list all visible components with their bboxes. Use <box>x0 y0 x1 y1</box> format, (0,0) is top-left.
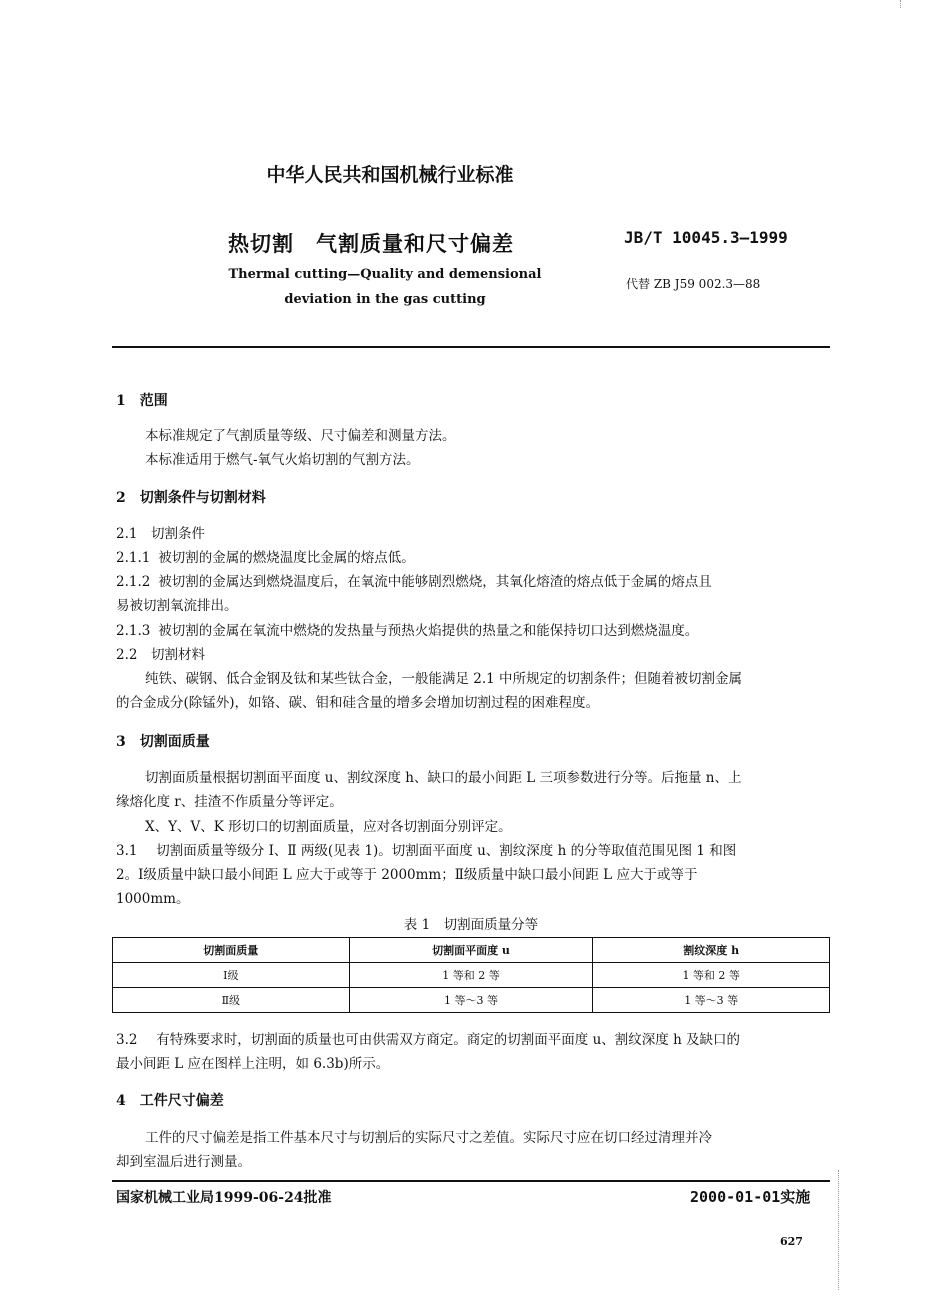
clause-3-2-line2: 最小间距 L 应在图样上注明，如 6.3b)所示。 <box>116 1056 390 1072</box>
clause-2-1: 2.1 切割条件 <box>116 526 205 542</box>
section-3-heading: 3 切割面质量 <box>116 734 210 750</box>
quality-grade-table <box>112 937 830 1013</box>
clause-text: 被切割的金属在氧流中燃烧的发热量与预热火焰提供的热量之和能保持切口达到燃烧温度。 <box>158 623 699 639</box>
section-3-para-1-line2: 缘熔化度 r、挂渣不作质量分等评定。 <box>116 794 343 810</box>
footer-rule <box>112 1180 830 1182</box>
clause-2-1-3 <box>116 619 698 643</box>
clause-2-1-1 <box>116 546 415 570</box>
clause-number: 3.1 <box>116 843 138 859</box>
clause-2-2-para-line1: 纯铁、碳钢、低合金钢及钛和某些钛合金，一般能满足 2.1 中所规定的切割条件；但随着被切割金属 <box>145 671 743 687</box>
table-header-cell: 割纹深度 h <box>593 938 830 963</box>
table-cell: 1 等和 2 等 <box>349 963 593 988</box>
scan-artifact-line <box>900 0 901 8</box>
clause-text: 被切割的金属的燃烧温度比金属的熔点低。 <box>158 550 415 566</box>
clause-number: 2.1.2 <box>116 574 151 590</box>
replaces-standard: 代替 ZB J59 002.3—88 <box>626 277 761 291</box>
table-cell: 1 等～3 等 <box>593 988 830 1013</box>
table-header-row <box>113 938 830 963</box>
clause-3-2-line1 <box>116 1028 740 1052</box>
section-1-para-2: 本标准适用于燃气-氧气火焰切割的气割方法。 <box>145 452 420 468</box>
scan-artifact-line <box>838 1170 839 1290</box>
table-cell: 1 等和 2 等 <box>593 963 830 988</box>
clause-3-1-line2: 2。Ⅰ级质量中缺口最小间距 L 应大于或等于 2000mm；Ⅱ级质量中缺口最小间距 L 应大于或等于 <box>116 867 698 883</box>
title-english-line2: deviation in the gas cutting <box>284 292 486 307</box>
approval-date: 国家机械工业局1999-06-24批准 <box>116 1190 332 1206</box>
section-1-heading: 1 范围 <box>116 393 168 409</box>
table-row <box>113 963 830 988</box>
table-cell: Ⅱ级 <box>113 988 350 1013</box>
clause-text: 被切割的金属达到燃烧温度后，在氧流中能够剧烈燃烧，其氧化熔渣的熔点低于金属的熔点且 <box>158 574 712 590</box>
table-header-cell: 切割面质量 <box>113 938 350 963</box>
standard-code: JB/T 10045.3—1999 <box>624 228 788 247</box>
section-4-para-line1: 工件的尺寸偏差是指工件基本尺寸与切割后的实际尺寸之差值。实际尺寸应在切口经过清理并冷 <box>145 1130 712 1146</box>
section-1-para-1: 本标准规定了气割质量等级、尺寸偏差和测量方法。 <box>145 428 456 444</box>
section-3-para-1-line1: 切割面质量根据切割面平面度 u、割纹深度 h、缺口的最小间距 L 三项参数进行分等。后拖量 n、上 <box>145 770 742 786</box>
section-2-heading: 2 切割条件与切割材料 <box>116 490 266 506</box>
section-4-para-line2: 却到室温后进行测量。 <box>116 1154 251 1170</box>
section-3-para-2: X、Y、V、K 形切口的切割面质量，应对各切割面分别评定。 <box>145 819 512 835</box>
clause-2-1-2-continued: 易被切割氧流排出。 <box>116 598 238 614</box>
clause-3-1-line3: 1000mm。 <box>116 891 190 907</box>
clause-number: 2.1.3 <box>116 623 151 639</box>
clause-2-2-para-line2: 的合金成分(除锰外)，如铬、碳、钼和硅含量的增多会增加切割过程的困难程度。 <box>116 695 600 711</box>
title-english-line1: Thermal cutting—Quality and demensional <box>228 267 542 282</box>
clause-text: 有特殊要求时，切割面的质量也可由供需双方商定。商定的切割面平面度 u、割纹深度 h 及缺口的 <box>156 1032 741 1048</box>
clause-number: 2.1.1 <box>116 550 151 566</box>
table-1-caption: 表 1 切割面质量分等 <box>403 917 539 933</box>
clause-2-2: 2.2 切割材料 <box>116 647 205 663</box>
header-rule <box>112 346 830 348</box>
effective-date: 2000-01-01实施 <box>690 1188 811 1206</box>
title-chinese: 热切割 气割质量和尺寸偏差 <box>228 231 514 256</box>
table-cell: Ⅰ级 <box>113 963 350 988</box>
clause-3-1-line1 <box>116 839 736 863</box>
clause-text: 切割面质量等级分 Ⅰ、Ⅱ 两级(见表 1)。切割面平面度 u、割纹深度 h 的分等取值范围见图 1 和图 <box>156 843 737 859</box>
section-4-heading: 4 工件尺寸偏差 <box>116 1093 224 1109</box>
clause-2-1-2 <box>116 570 712 594</box>
table-cell: 1 等～3 等 <box>349 988 593 1013</box>
table-row <box>113 988 830 1013</box>
table-header-cell: 切割面平面度 u <box>349 938 593 963</box>
clause-number: 3.2 <box>116 1032 138 1048</box>
standard-category: 中华人民共和国机械行业标准 <box>266 164 514 186</box>
page-number: 627 <box>780 1235 803 1248</box>
